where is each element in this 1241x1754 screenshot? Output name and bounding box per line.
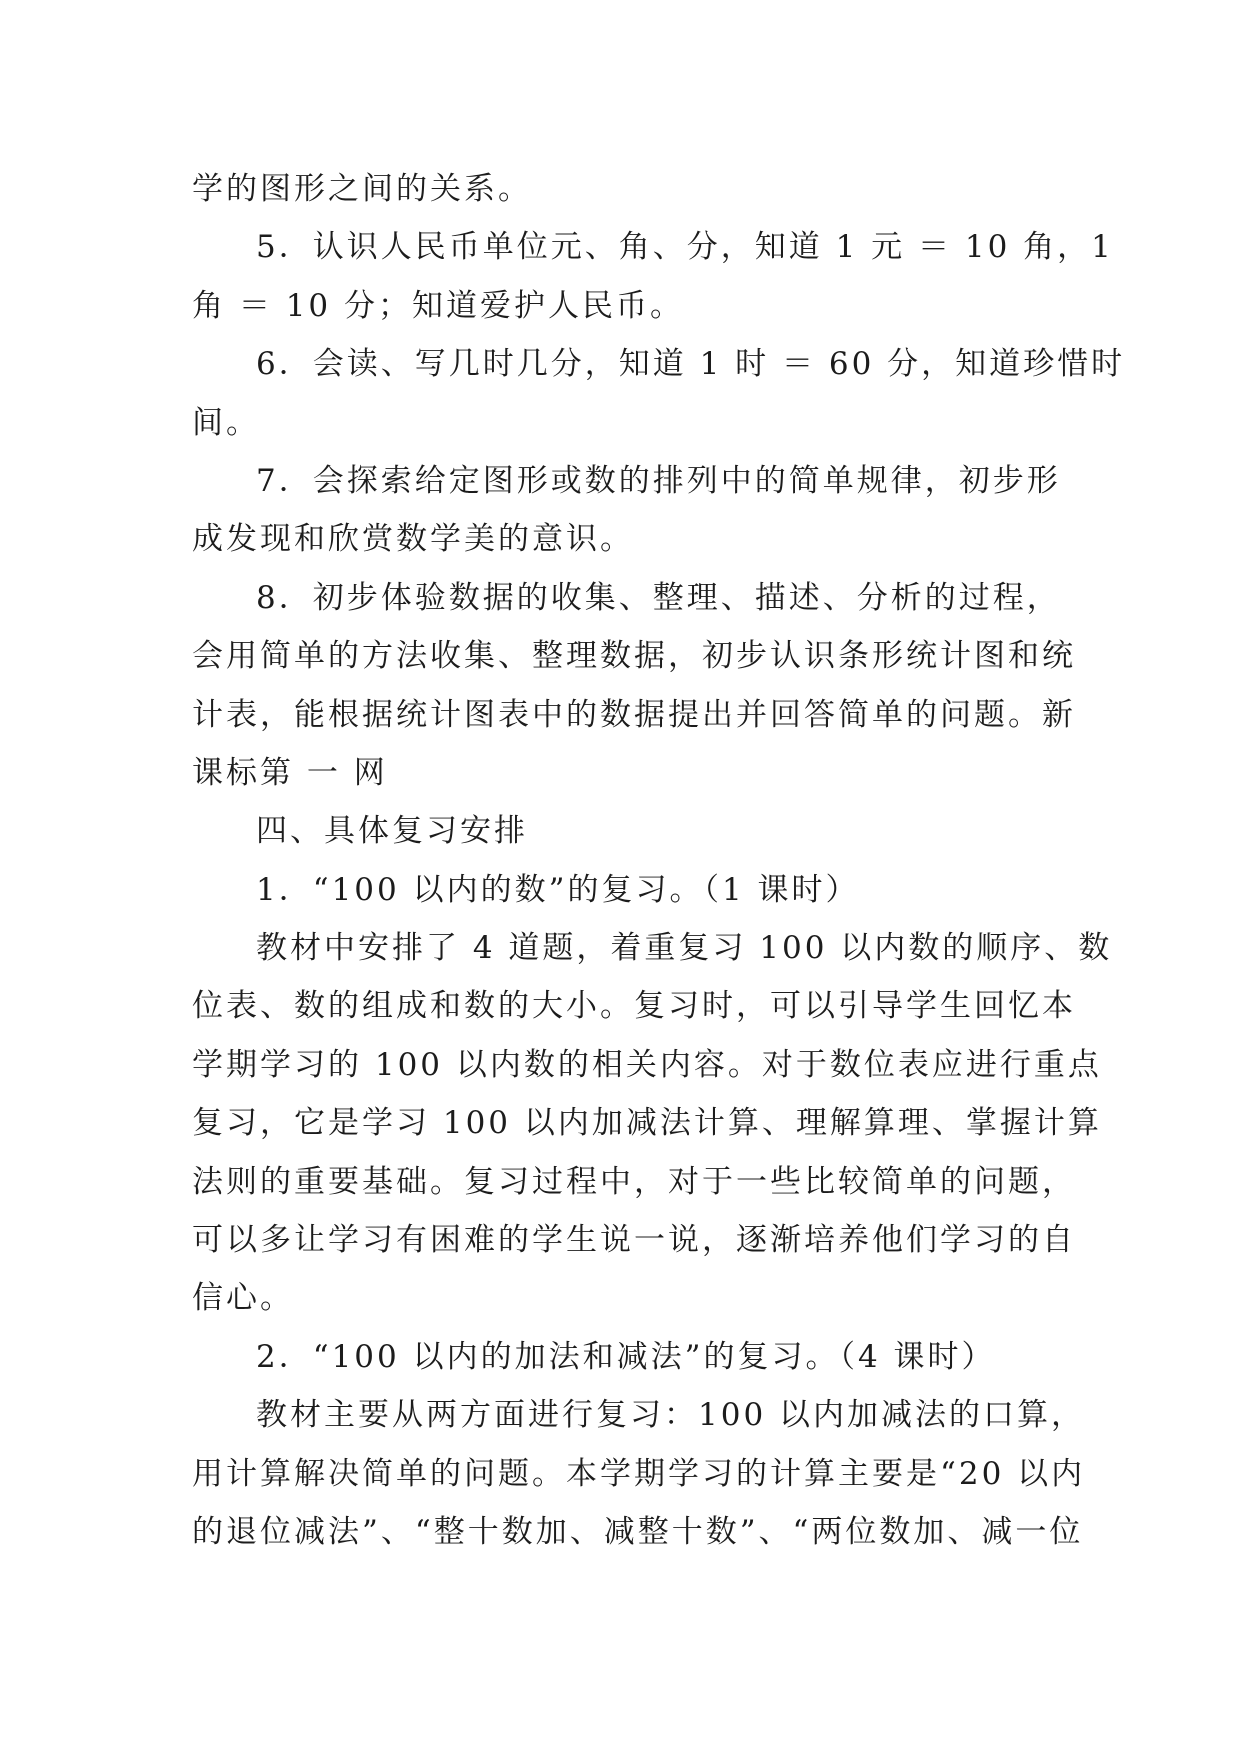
text-line: 教材中安排了 4 道题，着重复习 100 以内数的顺序、数 bbox=[256, 930, 1113, 967]
text-line: 的退位减法”、“整十数加、减整十数”、“两位数加、减一位 bbox=[192, 1513, 1084, 1550]
text-line: 用计算解决简单的问题。本学期学习的计算主要是“20 以内 bbox=[192, 1455, 1086, 1492]
section-heading: 四、具体复习安排 bbox=[256, 813, 528, 850]
subsection-heading: 2．“100 以内的加法和减法”的复习。（4 课时） bbox=[256, 1338, 996, 1375]
text-line: 教材主要从两方面进行复习：100 以内加减法的口算， bbox=[256, 1397, 1086, 1434]
text-line: 8．初步体验数据的收集、整理、描述、分析的过程， bbox=[256, 579, 1061, 616]
body-text bbox=[192, 160, 1126, 1561]
text-line: 间。 bbox=[192, 404, 260, 441]
text-line: 成发现和欣赏数学美的意识。 bbox=[192, 521, 634, 558]
text-line: 5．认识人民币单位元、角、分，知道 1 元 ＝ 10 角，1 bbox=[256, 229, 1114, 266]
text-line: 7．会探索给定图形或数的排列中的简单规律，初步形 bbox=[256, 462, 1061, 499]
text-line: 学的图形之间的关系。 bbox=[192, 171, 532, 207]
text-line: 6．会读、写几时几分，知道 1 时 ＝ 60 分，知道珍惜时 bbox=[256, 346, 1126, 383]
text-line: 课标第 一 网 bbox=[192, 754, 388, 791]
subsection-heading: 1．“100 以内的数”的复习。（1 课时） bbox=[256, 871, 860, 908]
text-line: 复习，它是学习 100 以内加减法计算、理解算理、掌握计算 bbox=[192, 1105, 1102, 1142]
text-line: 可以多让学习有困难的学生说一说，逐渐培养他们学习的自 bbox=[192, 1222, 1076, 1259]
text-line: 学期学习的 100 以内数的相关内容。对于数位表应进行重点 bbox=[192, 1046, 1102, 1083]
text-line: 法则的重要基础。复习过程中，对于一些比较简单的问题， bbox=[192, 1163, 1076, 1200]
text-line: 计表，能根据统计图表中的数据提出并回答简单的问题。新 bbox=[192, 696, 1076, 733]
text-line: 角 ＝ 10 分；知道爱护人民币。 bbox=[192, 287, 685, 324]
text-line: 会用简单的方法收集、整理数据，初步认识条形统计图和统 bbox=[192, 638, 1076, 675]
text-line: 位表、数的组成和数的大小。复习时，可以引导学生回忆本 bbox=[192, 988, 1076, 1025]
text-line: 信心。 bbox=[192, 1280, 294, 1317]
